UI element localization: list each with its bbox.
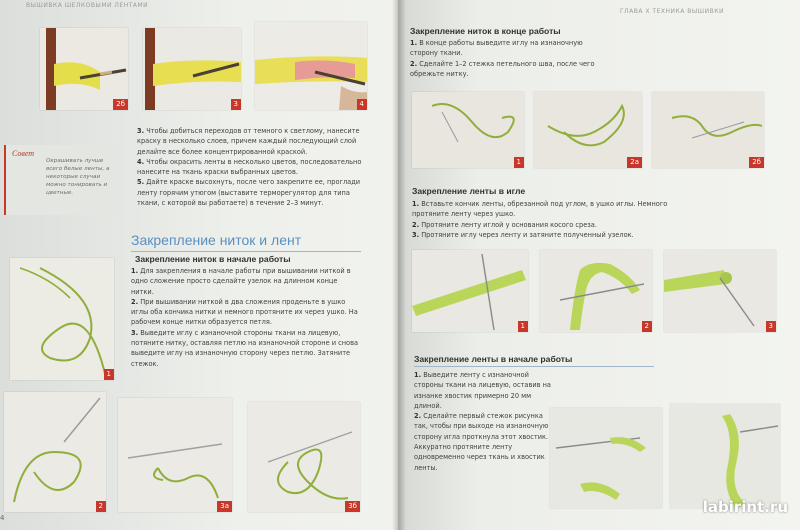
section-rule [131, 251, 361, 252]
thread-photo-1-image [10, 258, 114, 380]
paint-photo-3-image [143, 28, 241, 110]
section-title: Закрепление ниток и лент [131, 232, 302, 248]
thread-photo-3a [118, 398, 232, 512]
step: 1. В конце работы выведите иглу на изнаночную сторону ткани. [410, 39, 583, 58]
paint-step: 4. Чтобы окрасить ленты в несколько цветов, последовательно нанесите на ткань краски выбранных цветов. [137, 157, 362, 177]
photo-badge: 2 [96, 501, 106, 512]
photo-badge: 1 [104, 369, 114, 380]
book-gutter [392, 0, 406, 530]
paint-steps [137, 126, 362, 208]
thread-photo-3b-image [248, 402, 360, 512]
ribbon-start-photo-2-image [670, 404, 780, 508]
photo-badge: 1 [514, 157, 524, 168]
thread-photo-1 [10, 258, 114, 380]
end-photo-2b [652, 92, 764, 168]
thread-photo-3b [248, 402, 360, 512]
step: 3. Выведите иглу с изнаночной стороны ткани на лицевую, потяните нитку, оставляя петлю на изнаночной стороне и снова выведите иглу на изнаночную сторону через петлю. Затяните стежок. [131, 328, 359, 368]
photo-badge: 2а [627, 157, 642, 168]
watermark-main: labirint [702, 498, 765, 516]
step: 2. При вышивании ниткой в два сложения проденьте в ушко иглы оба кончика нитки и немного протяните их через ушко. На рабочем конце нитки образуется петля. [131, 297, 358, 327]
photo-badge: 2б [113, 99, 128, 110]
right-page [398, 0, 800, 530]
thread-start-steps [131, 266, 359, 369]
left-page [0, 0, 398, 530]
photo-badge: 1 [518, 321, 528, 332]
step: 2. Протяните ленту иглой у основания косого среза. [412, 220, 597, 229]
photo-badge: 3 [766, 321, 776, 332]
section2-steps [412, 199, 672, 240]
ribbon-start-photo-1 [550, 408, 662, 508]
step: 3. Протяните иглу через ленту и затяните полученный узелок. [412, 230, 634, 239]
end-photo-2b-image [652, 92, 764, 168]
end-photo-1 [412, 92, 524, 168]
ribbon-needle-photo-1 [412, 250, 528, 332]
section3-rule [414, 366, 654, 367]
section1-title: Закрепление ниток в конце работы [410, 26, 561, 36]
ribbon-start-photo-1-image [550, 408, 662, 508]
end-photo-1-image [412, 92, 524, 168]
paint-photo-2b-image [40, 28, 128, 110]
paint-photo-4 [255, 22, 367, 110]
end-photo-2a [534, 92, 642, 168]
thread-photo-2 [4, 392, 106, 512]
page-number: 4 [0, 514, 5, 522]
photo-badge: 2 [642, 321, 652, 332]
photo-badge: 4 [357, 99, 367, 110]
paint-photo-3 [143, 28, 241, 110]
section3-steps [414, 370, 552, 473]
end-photo-2a-image [534, 92, 642, 168]
ribbon-start-photo-2 [670, 404, 780, 508]
step: 1. Для закрепления в начале работы при вышивании ниткой в одно сложение просто сделайте узелок на длинном конце нитки. [131, 267, 351, 296]
photo-badge: 2б [749, 157, 764, 168]
ribbon-needle-photo-2 [540, 250, 652, 332]
step: 1. Выведите ленту с изнаночной стороны ткани на лицевую, оставив на изнанке хвостик примерно 20 мм длиной. [414, 371, 551, 410]
section2-title: Закрепление ленты в игле [412, 186, 526, 196]
step: 2. Сделайте первый стежок рисунка так, чтобы при выходе на изнаночную сторону игла проткнула этот хвостик. Аккуратно протяните ленту одновременно через ткань и хвостик ленты. [414, 412, 549, 472]
step: 1. Вставьте кончик ленты, обрезанной под углом, в ушко иглы. Немного протяните ленту через ушко. [412, 200, 668, 219]
ribbon-needle-photo-1-image [412, 250, 528, 332]
step: 2. Сделайте 1–2 стежка петельного шва, после чего обрежьте нитку. [410, 59, 595, 78]
watermark-suffix: .ru [764, 498, 788, 516]
section3-title: Закрепление ленты в начале работы [414, 354, 573, 364]
photo-badge: 3б [345, 501, 360, 512]
thread-photo-3a-image [118, 398, 232, 512]
tip-box [4, 145, 118, 215]
paint-photo-2b [40, 28, 128, 110]
ribbon-needle-photo-2-image [540, 250, 652, 332]
tip-title: Совет [12, 149, 35, 158]
thread-photo-2-image [4, 392, 106, 512]
watermark [703, 498, 788, 516]
subsection-title: Закрепление ниток в начале работы [135, 254, 291, 264]
tip-text: Окрашивать лучше всего белые ленты, а некоторые случаи можно тонировать и цветные. [46, 158, 110, 196]
running-header: ВЫШИВКА ШЕЛКОВЫМИ ЛЕНТАМИ [26, 2, 149, 9]
paint-photo-4-image [255, 22, 367, 110]
ribbon-needle-photo-3-image [664, 250, 776, 332]
photo-badge: 3 [231, 99, 241, 110]
running-header: ГЛАВА X ТЕХНИКА ВЫШИВКИ [620, 8, 724, 15]
section1-steps [410, 38, 595, 79]
paint-step: 3. Чтобы добиться переходов от темного к светлому, нанесите краску в несколько слоев, причем каждый последующий слой делайте все более концентрированной краской. [137, 127, 360, 156]
photo-badge: 3а [217, 501, 232, 512]
paint-step: 5. Дайте краске высохнуть, после чего закрепите ее, проглади ленту горячим утюгом (выставите терморегулятор для типа ткани, с которой вы работаете) в течение 2–3 минут. [137, 178, 361, 208]
ribbon-needle-photo-3 [664, 250, 776, 332]
